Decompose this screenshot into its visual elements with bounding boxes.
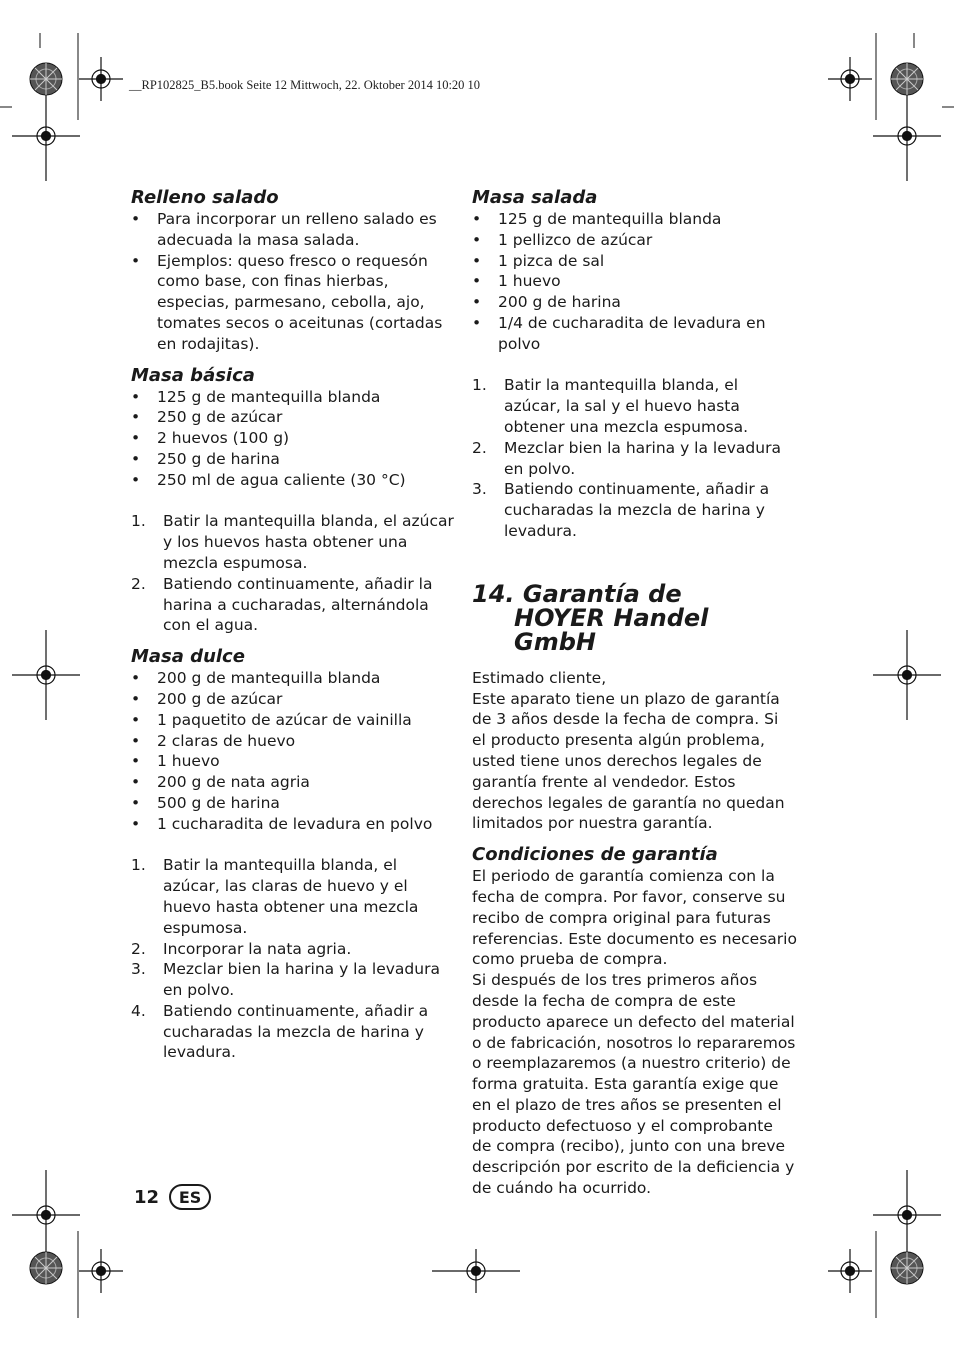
step-text: Batiendo continuamente, añadir a cucharadas la mezcla de harina y levadura. — [163, 1001, 429, 1062]
list-item: • Para incorporar un relleno salado es adecuada la masa salada. — [131, 209, 456, 251]
list-item: • 2 huevos (100 g) — [131, 428, 456, 449]
language-badge: ES — [169, 1184, 211, 1210]
masa-salada-ingredients — [472, 209, 797, 355]
conditions-paragraph-1: El periodo de garantía comienza con la fecha de compra. Por favor, conserve su recibo de compra original para futuras referencias. Este documento es necesario como prueba de compra. — [472, 867, 797, 969]
step-text: Batiendo continuamente, añadir la harina a cucharadas, alternándola con el agua. — [163, 574, 433, 635]
step-number: 1. — [131, 856, 146, 875]
step-text: Mezclar bien la harina y la levadura en polvo. — [504, 438, 781, 478]
step-item — [472, 438, 797, 480]
page-number: 12 — [134, 1186, 160, 1208]
list-item: • Ejemplos: queso fresco o requesón como base, con finas hierbas, especias, parmesano, cebolla, ajo, tomates secos o aceitunas (cortadas en rodajitas). — [131, 251, 456, 355]
masa-salada-heading: Masa salada — [472, 187, 598, 208]
list-item: • 200 g de harina — [472, 292, 797, 313]
list-item: • 1 huevo — [131, 751, 456, 772]
masa-dulce-steps — [131, 855, 456, 1063]
conditions-heading: Condiciones de garantía — [472, 844, 718, 866]
step-number: 1. — [472, 376, 487, 395]
list-item: • 1/4 de cucharadita de levadura en polvo — [472, 313, 797, 355]
list-item: • 500 g de harina — [131, 793, 456, 814]
step-number: 2. — [131, 939, 146, 958]
masa-basica-ingredients — [131, 387, 456, 491]
list-item: • 250 g de azúcar — [131, 407, 456, 428]
guarantee-greeting: Estimado cliente, — [472, 668, 607, 687]
step-item — [131, 1001, 456, 1063]
step-item — [131, 511, 456, 573]
list-item: • 1 cucharadita de levadura en polvo — [131, 814, 456, 835]
page-footer — [134, 1184, 211, 1210]
step-item — [472, 375, 797, 437]
list-item: • 125 g de mantequilla blanda — [131, 387, 456, 408]
step-item — [131, 939, 456, 960]
step-item — [472, 479, 797, 541]
print-file-info: __RP102825_B5.book Seite 12 Mittwoch, 22. Oktober 2014 10:20 10 — [129, 78, 481, 92]
relleno-salado-heading: Relleno salado — [131, 187, 279, 208]
guarantee-heading-line1: 14. Garantía de — [472, 579, 682, 608]
list-item: • 250 ml de agua caliente (30 °C) — [131, 470, 456, 491]
masa-basica-steps — [131, 511, 456, 636]
step-number: 2. — [131, 574, 146, 593]
step-number: 3. — [472, 480, 487, 499]
list-item: • 1 paquetito de azúcar de vainilla — [131, 710, 456, 731]
step-number: 3. — [131, 960, 146, 979]
step-item — [131, 855, 456, 938]
step-text: Batir la mantequilla blanda, el azúcar y los huevos hasta obtener una mezcla espumosa. — [163, 512, 454, 572]
step-text: Mezclar bien la harina y la levadura en polvo. — [163, 960, 440, 1000]
step-text: Batir la mantequilla blanda, el azúcar, las claras de huevo y el huevo hasta obtener una mezcla espumosa. — [163, 856, 419, 937]
step-number: 2. — [472, 438, 487, 457]
step-item — [131, 574, 456, 636]
conditions-paragraph-2: Si después de los tres primeros años desde la fecha de compra de este producto aparece un defecto del material o de fabricación, nosotros lo repararemos o reemplazaremos (a nuestro criterio) de forma gratuita. Esta garantía exige que en el plazo de tres años se presenten el producto defectuoso y el comprobante de compra (recibo), junto con una breve descripción por escrito de la deficiencia y de cuándo ha ocurrido. — [472, 971, 796, 1198]
section-relleno-salado — [131, 187, 456, 355]
guarantee-heading-line2: HOYER Handel GmbH — [514, 603, 709, 656]
left-column — [131, 187, 456, 1063]
list-item: • 1 pizca de sal — [472, 251, 797, 272]
masa-salada-steps — [472, 375, 797, 541]
list-item: • 250 g de harina — [131, 449, 456, 470]
masa-dulce-heading: Masa dulce — [131, 646, 245, 668]
list-item: • 200 g de mantequilla blanda — [131, 668, 456, 689]
step-item — [131, 959, 456, 1001]
list-item: • 1 huevo — [472, 271, 797, 292]
list-item: • 2 claras de huevo — [131, 731, 456, 752]
step-text: Batiendo continuamente, añadir a cucharadas la mezcla de harina y levadura. — [504, 480, 770, 540]
section-masa-dulce — [131, 646, 456, 1063]
masa-basica-heading: Masa básica — [131, 364, 255, 386]
masa-dulce-ingredients — [131, 668, 456, 834]
section-masa-salada — [472, 187, 797, 542]
list-item: • 200 g de nata agria — [131, 772, 456, 793]
guarantee-intro: Este aparato tiene un plazo de garantía de 3 años desde la fecha de compra. Si el producto presenta algún problema, usted tiene unos derechos legales de garantía frente al vendedor. Estos derechos legales de garantía no quedan limitados por nuestra garantía. — [472, 689, 785, 833]
step-text: Batir la mantequilla blanda, el azúcar, la sal y el huevo hasta obtener una mezcla espumosa. — [504, 376, 749, 436]
step-number: 1. — [131, 512, 146, 531]
step-number: 4. — [131, 1001, 146, 1020]
list-item: • 125 g de mantequilla blanda — [472, 209, 797, 230]
step-text: Incorporar la nata agria. — [163, 939, 352, 958]
list-item: • 1 pellizco de azúcar — [472, 230, 797, 251]
right-column — [472, 187, 797, 1199]
guarantee-heading — [472, 579, 797, 656]
section-guarantee — [472, 579, 797, 1199]
section-masa-basica — [131, 365, 456, 637]
list-item: • 200 g de azúcar — [131, 689, 456, 710]
relleno-salado-list — [131, 209, 456, 355]
